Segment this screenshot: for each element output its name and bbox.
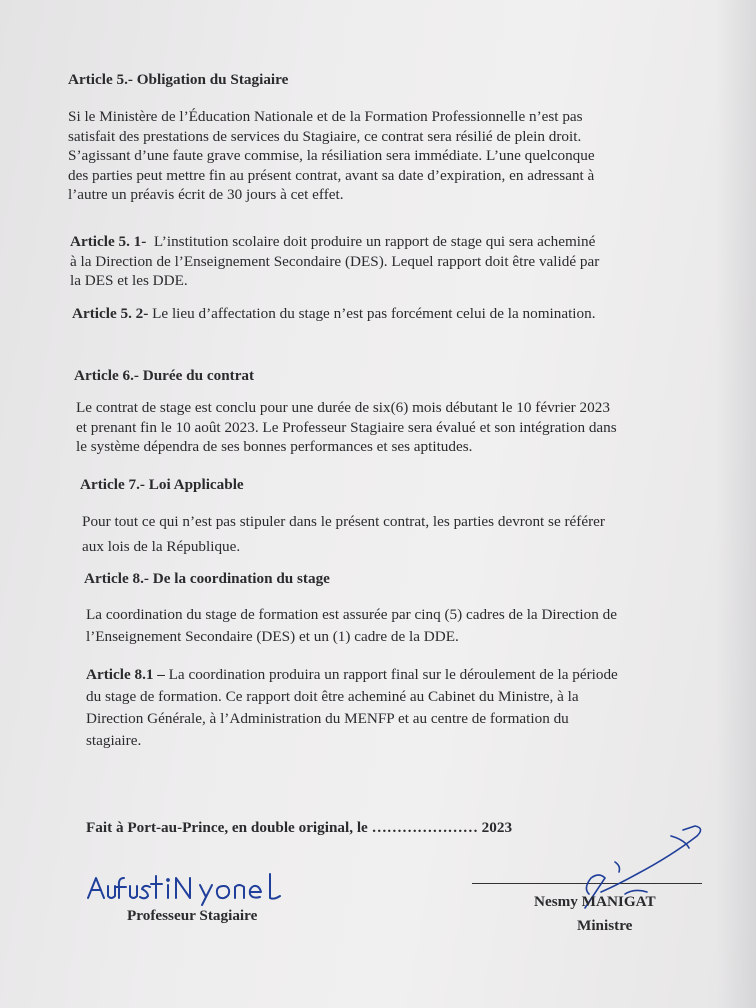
article-6-heading: Article 6.- Durée du contrat [74, 367, 255, 384]
article-5-1-label: Article 5. 1- [70, 233, 147, 250]
text-line: Le lieu d’affectation du stage n’est pas forcément celui de la nomination. [152, 305, 596, 322]
article-5-heading: Article 5.- Obligation du Stagiaire [68, 71, 289, 88]
signature-augustin-yonel [84, 870, 304, 906]
article-5-body [68, 107, 595, 205]
minister-title: Ministre [577, 917, 633, 934]
text-line: du stage de formation. Ce rapport doit être acheminé au Cabinet du Ministre, à la [86, 688, 579, 705]
text-line: l’Enseignement Secondaire (DES) et un (1) cadre de la DDE. [86, 628, 459, 645]
text-line: Direction Générale, à l’Administration du MENFP et au centre de formation du [86, 710, 569, 727]
article-8-heading: Article 8.- De la coordination du stage [84, 570, 330, 587]
text-line: le système dépendra de ses bonnes performances et ses aptitudes. [76, 438, 473, 455]
text-line: La coordination produira un rapport final sur le déroulement de la période [168, 666, 618, 683]
text-line: stagiaire. [86, 732, 142, 749]
text-line: Pour tout ce qui n’est pas stipuler dans le présent contrat, les parties devront se référer [82, 513, 605, 530]
text-line: Si le Ministère de l’Éducation Nationale et de la Formation Professionnelle n’est pas [68, 108, 583, 125]
text-line: La coordination du stage de formation est assurée par cinq (5) cadres de la Direction de [86, 606, 617, 623]
article-7-heading: Article 7.- Loi Applicable [80, 476, 244, 493]
left-signatory-title: Professeur Stagiaire [127, 907, 258, 924]
text-line: à la Direction de l’Enseignement Secondaire (DES). Lequel rapport doit être validé par [70, 252, 600, 270]
text-line: la DES et les DDE. [70, 272, 188, 289]
text-line: des parties peut mettre fin au présent contrat, avant sa date d’expiration, en adressant à [68, 166, 595, 184]
text-line: S’agissant d’une faute grave commise, la résiliation sera immédiate. L’une quelconque [68, 147, 595, 164]
text-line: aux lois de la République. [82, 538, 241, 555]
text-line: L’institution scolaire doit produire un rapport de stage qui sera acheminé [153, 233, 596, 250]
article-5-2-label: Article 5. 2- [72, 305, 149, 322]
article-8-1 [86, 664, 618, 752]
closing-line: Fait à Port-au-Prince, en double original, le ………………… 2023 [86, 819, 513, 836]
minister-name: Nesmy MANIGAT [534, 893, 656, 910]
text-line: satisfait des prestations de services du Stagiaire, ce contrat sera résilié de plein droit. [68, 127, 582, 145]
article-5-2 [72, 304, 596, 324]
article-8-1-label: Article 8.1 – [86, 666, 165, 683]
text-line: Le contrat de stage est conclu pour une durée de six(6) mois débutant le 10 février 2023 [76, 399, 610, 416]
article-5-1 [70, 232, 599, 291]
page-shadow [716, 0, 756, 1008]
article-8-body [86, 604, 617, 648]
text-line: et prenant fin le 10 août 2023. Le Professeur Stagiaire sera évalué et son intégration dans [76, 418, 617, 436]
text-line: l’autre un préavis écrit de 30 jours à cet effet. [68, 186, 344, 203]
article-7-body [82, 509, 605, 559]
article-6-body [76, 398, 617, 457]
